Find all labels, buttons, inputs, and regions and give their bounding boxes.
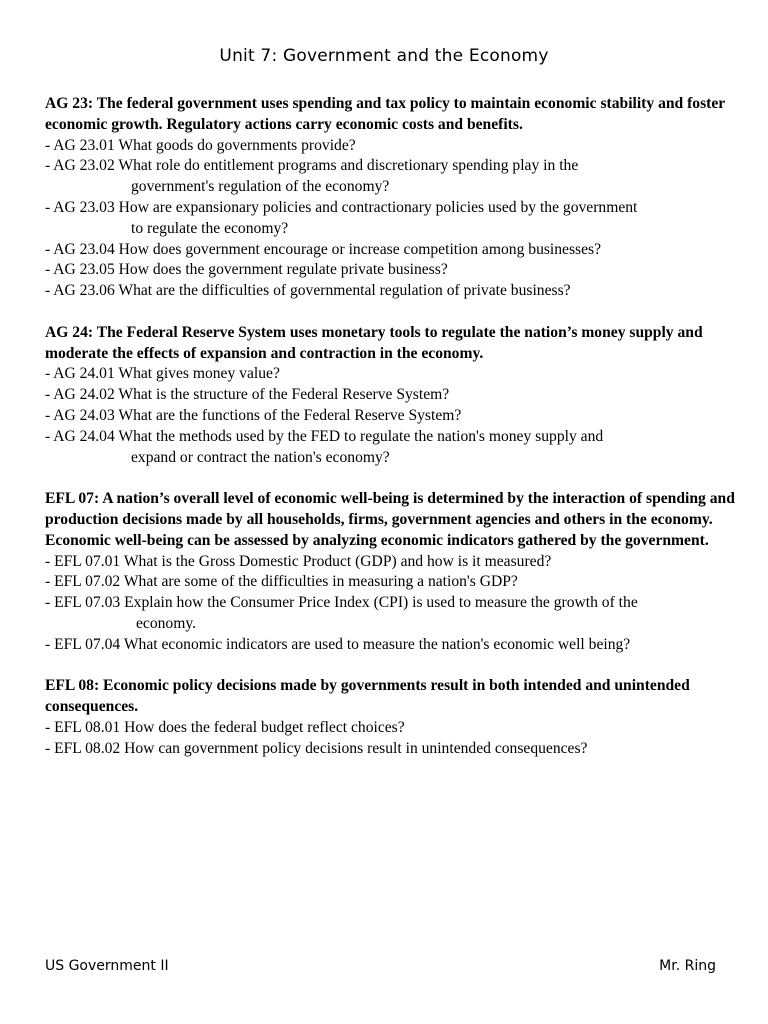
standard-efl-07: EFL 07: A nation’s overall level of economic well-being is determined by the interaction of spending and production decisions made by all households, firms, government agencies and others in the economy. Economic well-being can be assessed by analyzing economic indicators gathered by the government. (45, 490, 735, 549)
question-efl-08-02 (45, 739, 735, 760)
question-ag-23-04 (45, 240, 735, 261)
footer-course-name: US Government II (45, 958, 169, 974)
question-ag-23-01 (45, 136, 735, 157)
document-body (45, 94, 735, 780)
question-efl-07-03 (45, 593, 735, 635)
standard-efl-08: EFL 08: Economic policy decisions made by governments result in both intended and unintended consequences. (45, 677, 690, 716)
footer-teacher-name: Mr. Ring (659, 958, 716, 974)
question-text: - AG 23.06 What are the difficulties of governmental regulation of private business? (45, 282, 571, 300)
question-ag-23-03 (45, 198, 735, 240)
question-efl-08-01 (45, 718, 735, 739)
question-ag-24-03 (45, 406, 735, 427)
question-text: - EFL 07.04 What economic indicators are used to measure the nation's economic well being? (45, 635, 631, 653)
question-efl-07-01 (45, 552, 735, 573)
question-continuation: economy. (136, 614, 197, 632)
page-title: Unit 7: Government and the Economy (219, 46, 549, 66)
question-text: - AG 24.04 What the methods used by the FED to regulate the nation's money supply and (45, 427, 604, 445)
question-text: - EFL 07.01 What is the Gross Domestic Product (GDP) and how is it measured? (45, 552, 552, 570)
question-continuation: government's regulation of the economy? (131, 178, 390, 196)
question-text: - EFL 07.03 Explain how the Consumer Price Index (CPI) is used to measure the growth of the (45, 594, 638, 612)
question-continuation: to regulate the economy? (131, 219, 289, 237)
question-ag-23-05 (45, 260, 735, 281)
standard-ag-23: AG 23: The federal government uses spending and tax policy to maintain economic stability and foster economic growth. Regulatory actions carry economic costs and benefits. (45, 95, 725, 133)
question-ag-24-02 (45, 385, 735, 406)
section-ag-24 (45, 323, 735, 469)
question-ag-23-02 (45, 156, 735, 198)
question-text: - AG 23.05 How does the government regulate private business? (45, 261, 448, 279)
question-text: - AG 24.02 What is the structure of the Federal Reserve System? (45, 386, 450, 404)
question-text: - AG 23.03 How are expansionary policies and contractionary policies used by the government (45, 198, 638, 216)
question-ag-24-01 (45, 364, 735, 385)
question-ag-23-06 (45, 281, 735, 302)
standard-ag-24: AG 24: The Federal Reserve System uses monetary tools to regulate the nation’s money supply and moderate the effects of expansion and contraction in the economy. (45, 323, 703, 362)
question-text: - AG 24.03 What are the functions of the Federal Reserve System? (45, 406, 462, 424)
question-text: - EFL 07.02 What are some of the difficulties in measuring a nation's GDP? (45, 573, 518, 591)
question-efl-07-02 (45, 572, 735, 593)
question-text: - AG 23.01 What goods do governments provide? (45, 136, 356, 154)
question-text: - EFL 08.01 How does the federal budget reflect choices? (45, 718, 405, 736)
section-efl-08 (45, 676, 735, 759)
question-text: - EFL 08.02 How can government policy decisions result in unintended consequences? (45, 739, 588, 757)
question-ag-24-04 (45, 427, 735, 469)
question-text: - AG 23.04 How does government encourage or increase competition among businesses? (45, 240, 602, 258)
section-ag-23 (45, 94, 735, 302)
question-text: - AG 24.01 What gives money value? (45, 365, 280, 383)
section-efl-07 (45, 489, 735, 655)
question-text: - AG 23.02 What role do entitlement programs and discretionary spending play in the (45, 157, 579, 175)
question-continuation: expand or contract the nation's economy? (131, 448, 390, 466)
question-efl-07-04 (45, 635, 735, 656)
